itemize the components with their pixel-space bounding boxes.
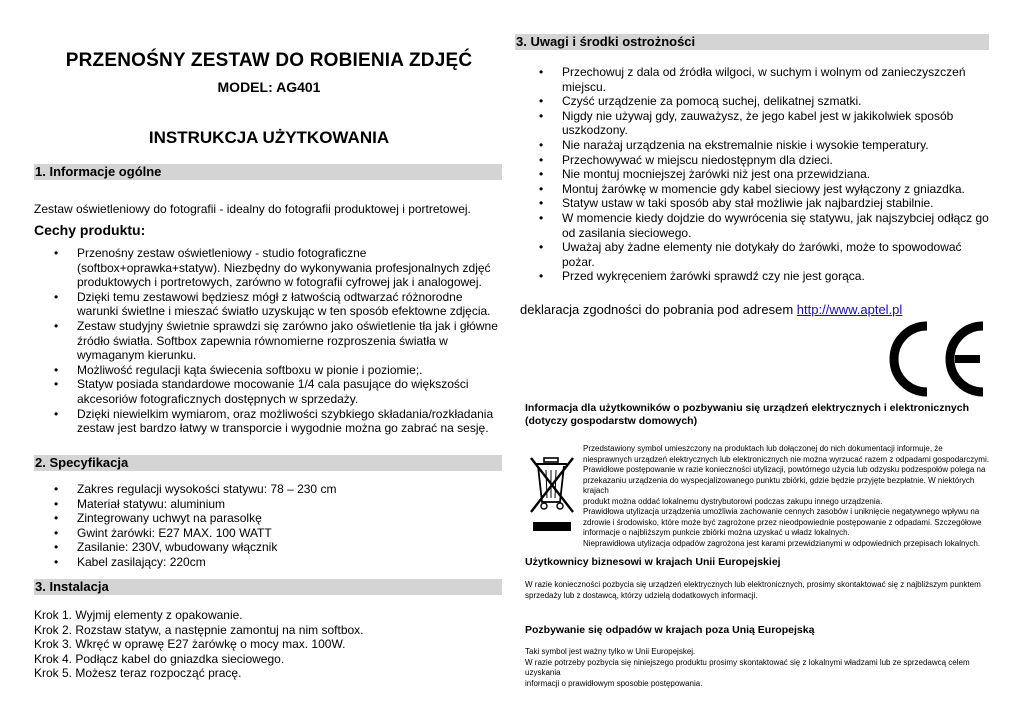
list-item: Krok 4. Podłącz kabel do gniazdka sieciowego. [34, 651, 285, 666]
text-line: informacji o prawidłowym sposobie postępowania. [525, 678, 703, 688]
list-item: • Materiał statywu: aluminium [34, 497, 504, 512]
weee-heading: Informacja dla użytkowników o pozbywaniu się urządzeń elektrycznych i elektronicznych [525, 402, 970, 414]
document-subtitle: INSTRUKCJA UŻYTKOWANIA [148, 128, 390, 147]
declaration-text: deklaracja zgodności do pobrania pod adresem [520, 302, 797, 317]
precautions-list [519, 65, 991, 284]
list-item: Krok 5. Możesz teraz rozpocząć pracę. [34, 666, 242, 681]
outside-eu-text [525, 647, 991, 689]
list-item: • Nigdy nie używaj gdy, zauważysz, że jego kabel jest w jakikolwiek sposób uszkodzony. [519, 109, 991, 138]
text-line: niesprawnych urządzeń elektrycznych lub elektronicznych nie można wyrzucać razem z odpadami gospodarczymi. [583, 454, 989, 464]
text-line: zdrowie i środowisko, które może być zagrożone przez nieodpowiednie postępowanie z odpadami. Szczegółowe [583, 517, 982, 527]
list-item: • Zestaw studyjny świetnie sprawdzi się zarówno jako oświetlenie tła jak i główne źródło światła. Softbox zapewnia równomierne rozproszenia światła w wymaganym kierunku. [34, 319, 504, 363]
list-item: • Nie narażaj urządzenia na ekstremalnie niskie i wysokie temperatury. [519, 138, 991, 153]
business-users-heading: Użytkownicy biznesowi w krajach Unii Europejskiej [525, 556, 781, 568]
document-title: PRZENOŚNY ZESTAW DO ROBIENIA ZDJĘĆ [65, 50, 473, 71]
text-line: produkt można oddać lokalnemu dystrybutorowi podczas zakupu innego urządzenia. [583, 496, 883, 506]
list-item: • Przenośny zestaw oświetleniowy - studio fotograficzne (softbox+oprawka+statyw). Niezbędny do wykonywania profesjonalnych zdjęć produktowych i portretowych, zarówno w fotografii cyfrowej jak i analogowej. [34, 246, 504, 290]
list-item: • Zasilanie: 230V, wbudowany włącznik [34, 540, 504, 555]
list-item: • Nie montuj mocniejszej żarówki niż jest ona przewidziana. [519, 167, 991, 182]
installation-steps [34, 608, 504, 681]
list-item: • Uważaj aby żadne elementy nie dotykały do żarówki, może to spowodować pożar. [519, 240, 991, 269]
text-line: Nieprawidłowa utylizacja odpadów zagrożona jest karami przewidzianymi w odpowiednich przepisach lokalnych. [583, 538, 981, 548]
business-users-text [525, 580, 991, 601]
list-item: Krok 2. Rozstaw statyw, a następnie zamontuj na nim softbox. [34, 622, 364, 637]
list-item: • W momencie kiedy dojdzie do wywrócenia się statywu, jak najszybciej odłącz go od zasilania sieciowego. [519, 211, 991, 240]
list-item: • Przechowuj z dala od źródła wilgoci, w suchym i wolnym od zanieczyszczeń miejscu. [519, 65, 991, 94]
weee-information [525, 402, 991, 688]
text-line: informacje o najbliższym punkcie zbiórki można uzyskać u władz lokalnych. [583, 528, 850, 537]
list-item: • Montuj żarówkę w momencie gdy kabel sieciowy jest wyłączony z gniazdka. [519, 182, 991, 197]
crossed-out-bin-icon [529, 454, 575, 534]
list-item: • Przechowywać w miejscu niedostępnym dla dzieci. [519, 153, 991, 168]
list-item: • Statyw posiada standardowe mocowanie 1/4 cala pasujące do większości akcesoriów fotograficznych dostępnych w sprzedaży. [34, 377, 504, 406]
list-item: • Dzięki temu zestawowi będziesz mógł z łatwością odtwarzać różnorodne warunki świetlne i mieszać światło uzyskując w ten sposób efektowne zdjęcia. [34, 290, 504, 319]
text-line: Przedstawiony symbol umieszczony na produktach lub dołączonej do nich dokumentacji informuje, że [583, 444, 943, 453]
text-line: W razie konieczności pozbycia się urządzeń elektrycznych lub elektronicznych, prosimy skontaktować się z najbliższym punktem [525, 580, 981, 589]
list-item: Krok 1. Wyjmij elementy z opakowanie. [34, 608, 243, 622]
list-item: • Gwint żarówki: E27 MAX. 100 WATT [34, 526, 504, 541]
list-item: • Zakres regulacji wysokości statywu: 78 – 230 cm [34, 482, 504, 497]
declaration-line [520, 302, 902, 317]
declaration-link[interactable]: http://www.aptel.pl [796, 302, 903, 317]
specification-list [34, 482, 504, 570]
intro-text: Zestaw oświetleniowy do fotografii - idealny do fotografii produktowej i portretowej. [34, 202, 471, 216]
list-item: Krok 3. Wkręć w oprawę E27 żarówkę o mocy max. 100W. [34, 637, 346, 652]
text-line: W razie potrzeby pozbycia się niniejszego produktu prosimy skontaktować się z lokalnymi władzami lub ze sprzedawcą celem uzyskania [525, 657, 970, 678]
list-item: • Statyw ustaw w taki sposób aby stał możliwie jak najbardziej stabilnie. [519, 196, 991, 211]
outside-eu-heading: Pozbywanie się odpadów w krajach poza Unią Europejską [525, 624, 815, 636]
section-heading-installation: 3. Instalacja [34, 579, 502, 595]
text-line: sprzedaży lub z dostawcą, którzy udzielą dodatkowych informacji. [525, 590, 758, 600]
model-number: MODEL: AG401 [217, 79, 321, 95]
section-heading-precautions: 3. Uwagi i środki ostrożności [515, 34, 989, 50]
text-line: Taki symbol jest ważny tylko w Unii Europejskej. [525, 647, 696, 656]
weee-info-text [583, 444, 991, 549]
list-item: • Dzięki niewielkim wymiarom, oraz możliwości szybkiego składania/rozkładania zestaw jest bardzo łatwy w transporcie i wygodnie można go zabrać na sesję. [34, 407, 504, 436]
ce-mark-icon [887, 320, 991, 398]
list-item: • Kabel zasilający: 220cm [34, 555, 504, 570]
features-list [34, 246, 504, 436]
section-heading-specification: 2. Specyfikacja [34, 455, 502, 471]
list-item: • Zintegrowany uchwyt na parasolkę [34, 511, 504, 526]
list-item: • Przed wykręceniem żarówki sprawdź czy nie jest gorąca. [519, 269, 991, 284]
text-line: Prawidłowa utylizacja urządzenia umożliwia zachowanie cennych zasobów i uniknięcie negatywnego wpływu na [583, 507, 980, 516]
text-line: Prawidłowe postępowanie w razie konieczności utylizacji, powtórnego użycia lub odzysku podzespołów polega na [583, 465, 986, 474]
list-item: • Czyść urządzenie za pomocą suchej, delikatnej szmatki. [519, 94, 991, 109]
features-heading: Cechy produktu: [34, 222, 146, 238]
text-line: przekazaniu urządzenia do wyspecjalizowanego punktu zbiórki, gdzie będzie przyjęte bezpłatnie. W niektórych krajach [583, 475, 975, 495]
list-item: • Możliwość regulacji kąta świecenia softboxu w pionie i poziomie;. [34, 363, 504, 378]
weee-heading-scope: (dotyczy gospodarstw domowych) [525, 415, 698, 427]
section-heading-general: 1. Informacje ogólne [34, 164, 502, 180]
